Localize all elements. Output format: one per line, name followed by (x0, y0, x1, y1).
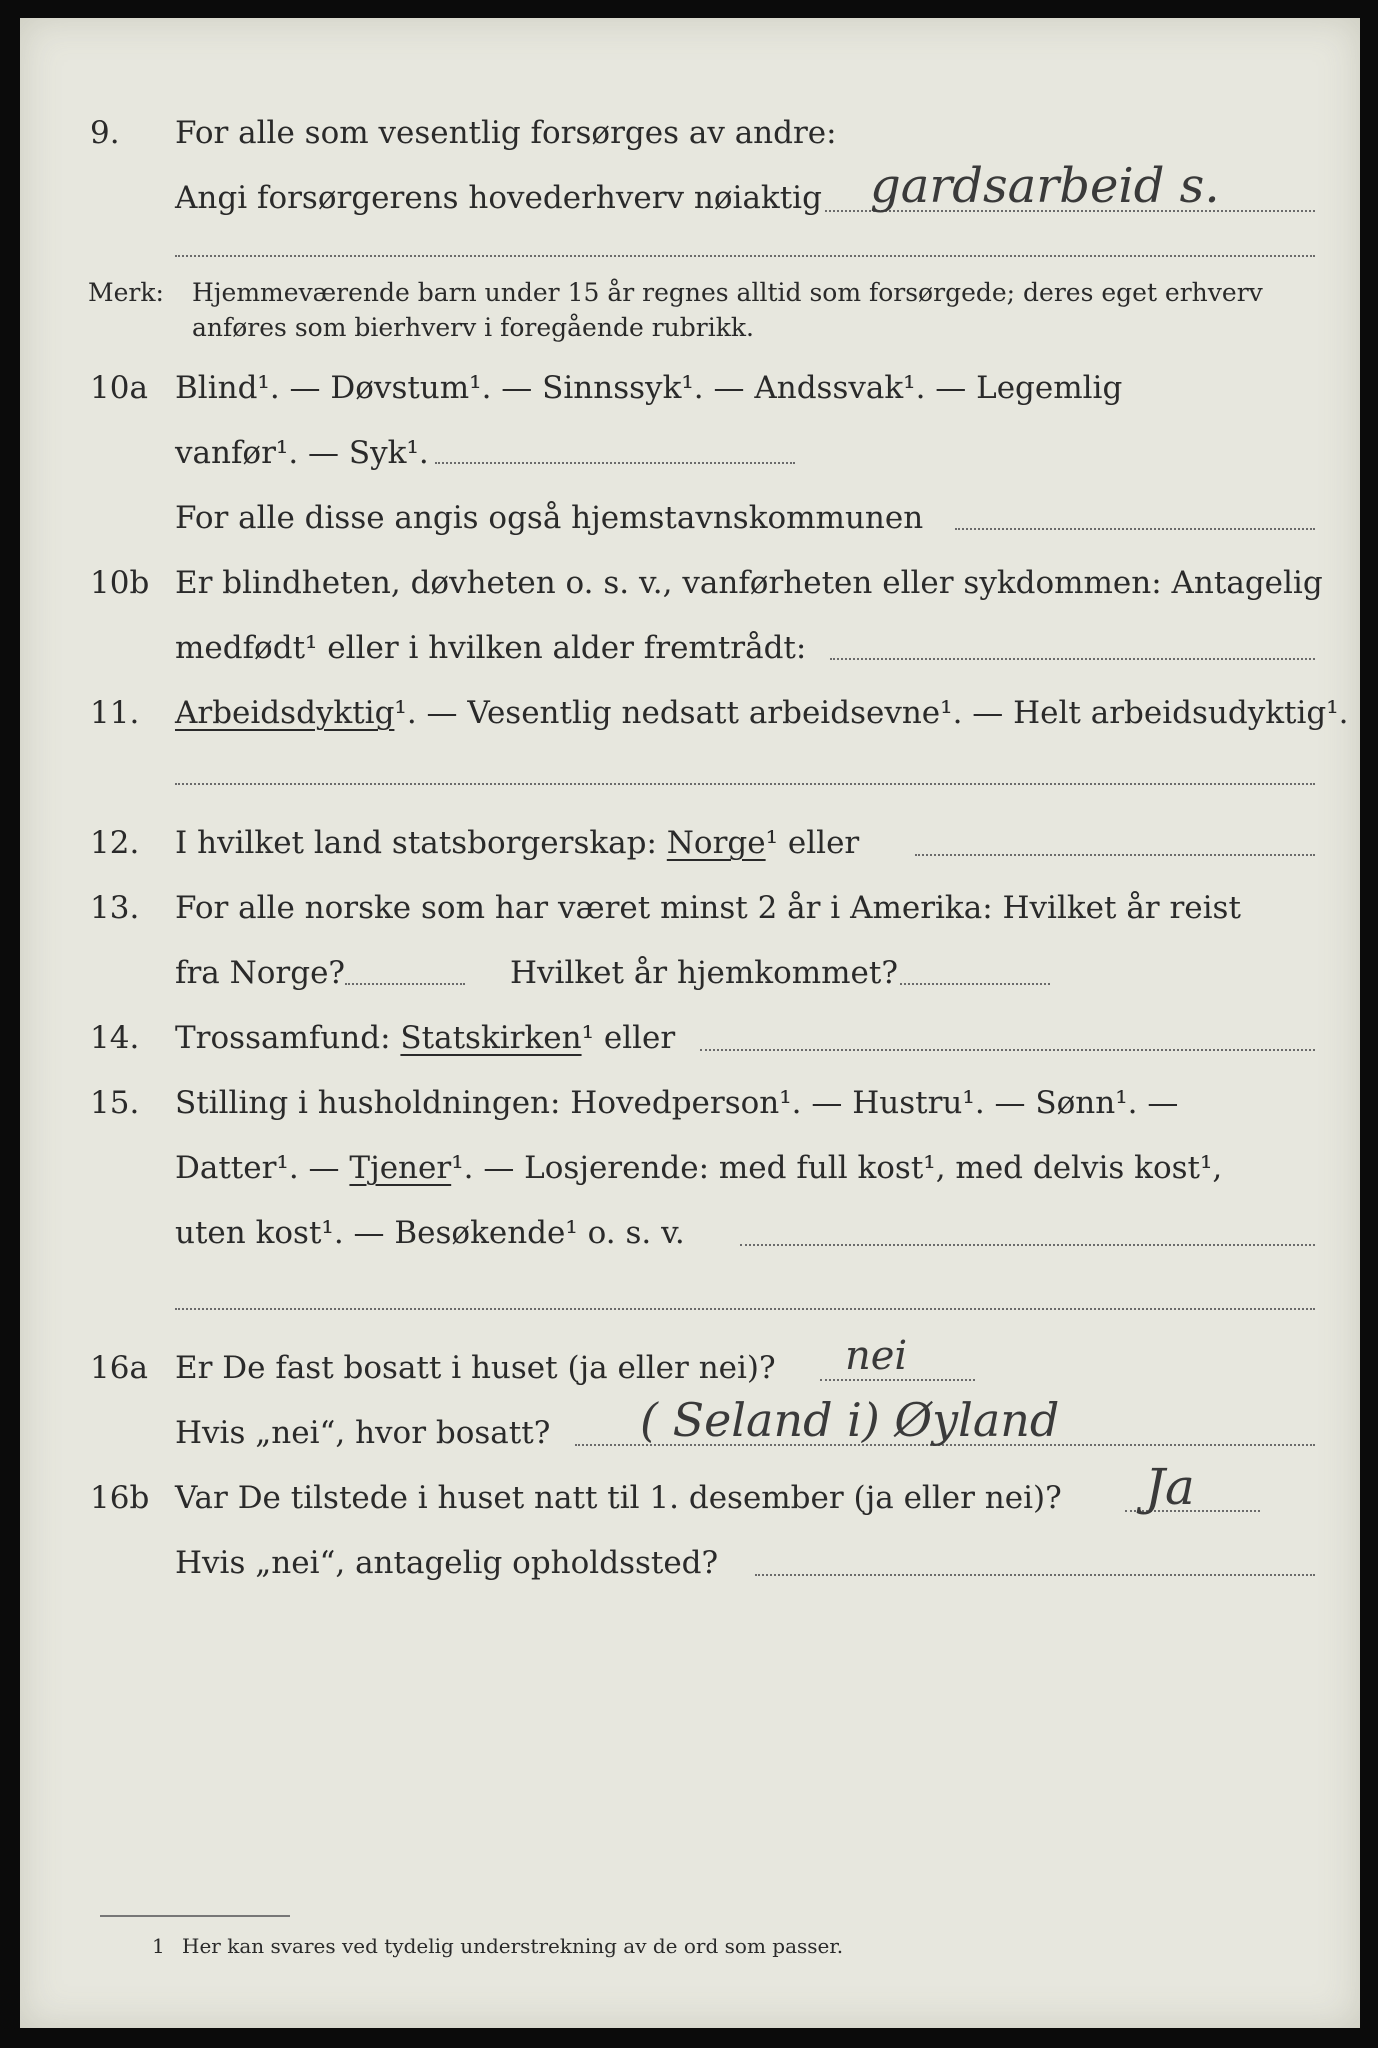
q16b-handwritten-answer1: Ja (1145, 1458, 1195, 1516)
footnote-separator (100, 1915, 290, 1917)
q10a-number: 10a (90, 370, 148, 406)
q16a-line1: Er De fast bosatt i huset (ja eller nei)? (175, 1350, 776, 1386)
merk-label: Merk: (88, 278, 164, 307)
q15-line1: Stilling i husholdningen: Hovedperson¹. — Hustru¹. — Sønn¹. — (175, 1085, 1179, 1121)
q16b-answer2-line (755, 1574, 1315, 1576)
footnote-mark: 1 (152, 1934, 165, 1958)
q13-line2b: Hvilket år hjemkommet? (510, 955, 898, 991)
census-form-page (20, 18, 1360, 2028)
q14-answer-line (700, 1049, 1315, 1051)
q14-statskirken-underlined: Statskirken (400, 1020, 582, 1056)
q11-arbeidsdyktig-underlined: Arbeidsdyktig (175, 695, 395, 731)
q10a-syk-line (435, 462, 795, 464)
q14-number: 14. (90, 1020, 140, 1056)
q13-line1: For alle norske som har været minst 2 år i Amerika: Hvilket år reist (175, 890, 1241, 926)
q10b-number: 10b (90, 565, 150, 601)
q13-number: 13. (90, 890, 140, 926)
q11-rest: ¹. — Vesentlig nedsatt arbeidsevne¹. — Helt arbeidsudyktig¹. (394, 695, 1349, 731)
q16b-line2: Hvis „nei“, antagelig opholdssted? (175, 1545, 719, 1581)
q15-losjerende: ¹. — Losjerende: med full kost¹, med delvis kost¹, (451, 1150, 1223, 1186)
q12-norge-underlined: Norge (666, 825, 766, 861)
q15-extra-line (175, 1308, 1315, 1310)
q15-answer-line (740, 1244, 1315, 1246)
q14-question: Trossamfund: (175, 1020, 391, 1056)
q9-extra-line (175, 255, 1315, 257)
q14-eller: ¹ eller (581, 1020, 676, 1056)
q15-datter: Datter¹. — (175, 1150, 340, 1186)
q10a-line1: Blind¹. — Døvstum¹. — Sinnssyk¹. — Andssvak¹. — Legemlig (175, 370, 1123, 406)
q16a-answer1-line (820, 1379, 975, 1381)
q9-text-line2: Angi forsørgerens hovederhverv nøiaktig (175, 180, 822, 216)
q10b-line2: medfødt¹ eller i hvilken alder fremtrådt: (175, 630, 807, 666)
q16a-line2: Hvis „nei“, hvor bosatt? (175, 1415, 551, 1451)
q16a-handwritten-answer1: nei (845, 1333, 908, 1379)
q15-line3: uten kost¹. — Besøkende¹ o. s. v. (175, 1215, 685, 1251)
q15-tjener-underlined: Tjener (349, 1150, 452, 1186)
q13-line2a: fra Norge? (175, 955, 346, 991)
q16b-line1: Var De tilstede i huset natt til 1. desember (ja eller nei)? (175, 1480, 1062, 1516)
q16a-number: 16a (90, 1350, 148, 1386)
q13-hjemkommet-line (900, 983, 1050, 985)
q9-text-line1: For alle som vesentlig forsørges av andre: (175, 115, 837, 151)
footnote-text: Her kan svares ved tydelig understrekning av de ord som passer. (182, 1934, 844, 1958)
q10a-line3: For alle disse angis også hjemstavnskommunen (175, 500, 924, 536)
q9-handwritten-answer: gardsarbeid s. (870, 158, 1220, 214)
q10a-kommune-line (955, 528, 1315, 530)
q12-answer-line (915, 854, 1315, 856)
q13-reist-line (345, 983, 465, 985)
q12-question: I hvilket land statsborgerskap: (175, 825, 657, 861)
merk-line1: Hjemmeværende barn under 15 år regnes alltid som forsørgede; deres eget erhverv (192, 278, 1263, 307)
q15-number: 15. (90, 1085, 140, 1121)
merk-line2: anføres som bierhverv i foregående rubrikk. (192, 313, 754, 342)
q10b-line1: Er blindheten, døvheten o. s. v., vanførheten eller sykdommen: Antagelig (175, 565, 1323, 601)
q12-eller: ¹ eller (765, 825, 860, 861)
q11-extra-line (175, 783, 1315, 785)
q16a-handwritten-answer2: ( Seland i) Øyland (640, 1393, 1060, 1447)
q9-number: 9. (90, 115, 120, 151)
q12-number: 12. (90, 825, 140, 861)
q16b-number: 16b (90, 1480, 150, 1516)
q11-number: 11. (90, 695, 140, 731)
q10b-answer-line (830, 658, 1315, 660)
q10a-line2: vanfør¹. — Syk¹. (175, 435, 429, 471)
